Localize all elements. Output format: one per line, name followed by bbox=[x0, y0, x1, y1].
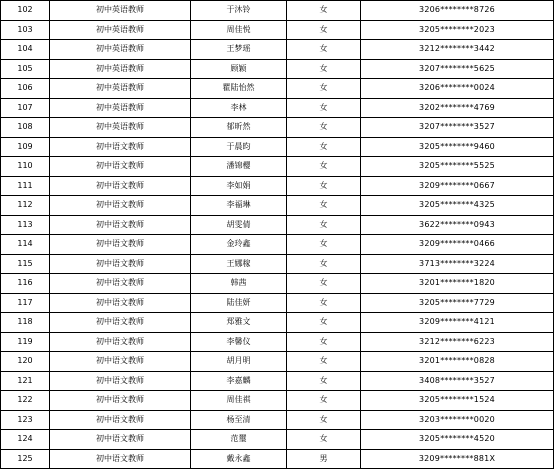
id-number-cell: 3212********6223 bbox=[361, 332, 554, 352]
candidate-name-cell: 瞿陆怡然 bbox=[191, 79, 287, 99]
table-row bbox=[1, 157, 554, 177]
gender-cell: 女 bbox=[287, 40, 361, 60]
id-number-cell: 3205********9460 bbox=[361, 137, 554, 157]
table-row bbox=[1, 40, 554, 60]
candidate-name-cell: 胡雯倩 bbox=[191, 215, 287, 235]
row-number-cell: 109 bbox=[1, 137, 50, 157]
position-cell: 初中英语教师 bbox=[50, 98, 191, 118]
gender-cell: 女 bbox=[287, 293, 361, 313]
gender-cell: 女 bbox=[287, 352, 361, 372]
candidate-name-cell: 李馨仪 bbox=[191, 332, 287, 352]
table-row bbox=[1, 59, 554, 79]
table-row bbox=[1, 313, 554, 333]
row-number-cell: 116 bbox=[1, 274, 50, 294]
id-number-cell: 3201********0828 bbox=[361, 352, 554, 372]
table-row bbox=[1, 235, 554, 255]
row-number-cell: 112 bbox=[1, 196, 50, 216]
gender-cell: 女 bbox=[287, 235, 361, 255]
gender-cell: 女 bbox=[287, 391, 361, 411]
id-number-cell: 3205********4325 bbox=[361, 196, 554, 216]
position-cell: 初中语文教师 bbox=[50, 293, 191, 313]
position-cell: 初中英语教师 bbox=[50, 118, 191, 138]
candidate-name-cell: 李福琳 bbox=[191, 196, 287, 216]
candidate-name-cell: 范璽 bbox=[191, 430, 287, 450]
table-row bbox=[1, 254, 554, 274]
row-number-cell: 121 bbox=[1, 371, 50, 391]
position-cell: 初中语文教师 bbox=[50, 313, 191, 333]
candidate-name-cell: 王梦瑶 bbox=[191, 40, 287, 60]
position-cell: 初中语文教师 bbox=[50, 430, 191, 450]
id-number-cell: 3713********3224 bbox=[361, 254, 554, 274]
table-row bbox=[1, 196, 554, 216]
candidate-name-cell: 顾颖 bbox=[191, 59, 287, 79]
id-number-cell: 3207********3527 bbox=[361, 118, 554, 138]
position-cell: 初中语文教师 bbox=[50, 176, 191, 196]
candidate-name-cell: 于沐铃 bbox=[191, 1, 287, 21]
position-cell: 初中语文教师 bbox=[50, 235, 191, 255]
table-row bbox=[1, 449, 554, 469]
id-number-cell: 3207********5625 bbox=[361, 59, 554, 79]
candidate-name-cell: 韩茜 bbox=[191, 274, 287, 294]
table-row bbox=[1, 137, 554, 157]
table-row bbox=[1, 410, 554, 430]
id-number-cell: 3205********5525 bbox=[361, 157, 554, 177]
gender-cell: 女 bbox=[287, 20, 361, 40]
gender-cell: 女 bbox=[287, 254, 361, 274]
position-cell: 初中英语教师 bbox=[50, 20, 191, 40]
row-number-cell: 120 bbox=[1, 352, 50, 372]
row-number-cell: 113 bbox=[1, 215, 50, 235]
table-row bbox=[1, 293, 554, 313]
gender-cell: 男 bbox=[287, 449, 361, 469]
row-number-cell: 118 bbox=[1, 313, 50, 333]
gender-cell: 女 bbox=[287, 137, 361, 157]
position-cell: 初中语文教师 bbox=[50, 157, 191, 177]
position-cell: 初中英语教师 bbox=[50, 1, 191, 21]
row-number-cell: 115 bbox=[1, 254, 50, 274]
gender-cell: 女 bbox=[287, 176, 361, 196]
candidate-name-cell: 金玲鑫 bbox=[191, 235, 287, 255]
row-number-cell: 117 bbox=[1, 293, 50, 313]
candidate-name-cell: 于晨昀 bbox=[191, 137, 287, 157]
gender-cell: 女 bbox=[287, 371, 361, 391]
table-row bbox=[1, 391, 554, 411]
id-number-cell: 3205********2023 bbox=[361, 20, 554, 40]
table-row bbox=[1, 352, 554, 372]
position-cell: 初中语文教师 bbox=[50, 449, 191, 469]
id-number-cell: 3205********7729 bbox=[361, 293, 554, 313]
position-cell: 初中语文教师 bbox=[50, 274, 191, 294]
position-cell: 初中英语教师 bbox=[50, 59, 191, 79]
candidate-name-cell: 郑雅文 bbox=[191, 313, 287, 333]
candidate-name-cell: 周佳祺 bbox=[191, 391, 287, 411]
id-number-cell: 3622********0943 bbox=[361, 215, 554, 235]
position-cell: 初中语文教师 bbox=[50, 215, 191, 235]
position-cell: 初中语文教师 bbox=[50, 137, 191, 157]
row-number-cell: 106 bbox=[1, 79, 50, 99]
position-cell: 初中英语教师 bbox=[50, 40, 191, 60]
position-cell: 初中语文教师 bbox=[50, 196, 191, 216]
row-number-cell: 111 bbox=[1, 176, 50, 196]
candidate-name-cell: 李如娟 bbox=[191, 176, 287, 196]
id-number-cell: 3206********0024 bbox=[361, 79, 554, 99]
gender-cell: 女 bbox=[287, 215, 361, 235]
candidate-name-cell: 王娜稼 bbox=[191, 254, 287, 274]
candidate-name-cell: 周佳悦 bbox=[191, 20, 287, 40]
gender-cell: 女 bbox=[287, 1, 361, 21]
gender-cell: 女 bbox=[287, 157, 361, 177]
candidate-name-cell: 陆佳妍 bbox=[191, 293, 287, 313]
gender-cell: 女 bbox=[287, 196, 361, 216]
gender-cell: 女 bbox=[287, 430, 361, 450]
id-number-cell: 3205********1524 bbox=[361, 391, 554, 411]
gender-cell: 女 bbox=[287, 274, 361, 294]
row-number-cell: 125 bbox=[1, 449, 50, 469]
row-number-cell: 104 bbox=[1, 40, 50, 60]
position-cell: 初中语文教师 bbox=[50, 391, 191, 411]
position-cell: 初中语文教师 bbox=[50, 410, 191, 430]
gender-cell: 女 bbox=[287, 410, 361, 430]
table-row bbox=[1, 371, 554, 391]
gender-cell: 女 bbox=[287, 79, 361, 99]
gender-cell: 女 bbox=[287, 332, 361, 352]
row-number-cell: 110 bbox=[1, 157, 50, 177]
candidate-name-cell: 郁昕然 bbox=[191, 118, 287, 138]
candidate-name-cell: 潘锦櫻 bbox=[191, 157, 287, 177]
candidate-name-cell: 戴永鑫 bbox=[191, 449, 287, 469]
row-number-cell: 123 bbox=[1, 410, 50, 430]
gender-cell: 女 bbox=[287, 313, 361, 333]
table-row bbox=[1, 98, 554, 118]
row-number-cell: 108 bbox=[1, 118, 50, 138]
row-number-cell: 105 bbox=[1, 59, 50, 79]
id-number-cell: 3202********4769 bbox=[361, 98, 554, 118]
row-number-cell: 103 bbox=[1, 20, 50, 40]
id-number-cell: 3206********8726 bbox=[361, 1, 554, 21]
id-number-cell: 3209********881X bbox=[361, 449, 554, 469]
position-cell: 初中语文教师 bbox=[50, 332, 191, 352]
candidate-name-cell: 胡月明 bbox=[191, 352, 287, 372]
position-cell: 初中语文教师 bbox=[50, 352, 191, 372]
candidate-table-body bbox=[1, 1, 554, 469]
table-row bbox=[1, 430, 554, 450]
id-number-cell: 3408********3527 bbox=[361, 371, 554, 391]
position-cell: 初中语文教师 bbox=[50, 371, 191, 391]
table-row bbox=[1, 20, 554, 40]
row-number-cell: 122 bbox=[1, 391, 50, 411]
id-number-cell: 3212********3442 bbox=[361, 40, 554, 60]
id-number-cell: 3205********4520 bbox=[361, 430, 554, 450]
row-number-cell: 124 bbox=[1, 430, 50, 450]
row-number-cell: 119 bbox=[1, 332, 50, 352]
candidate-name-cell: 李林 bbox=[191, 98, 287, 118]
gender-cell: 女 bbox=[287, 118, 361, 138]
gender-cell: 女 bbox=[287, 98, 361, 118]
table-row bbox=[1, 176, 554, 196]
gender-cell: 女 bbox=[287, 59, 361, 79]
candidate-name-cell: 杨至清 bbox=[191, 410, 287, 430]
table-row bbox=[1, 118, 554, 138]
candidate-name-cell: 李嘉麟 bbox=[191, 371, 287, 391]
table-row bbox=[1, 274, 554, 294]
table-row bbox=[1, 215, 554, 235]
row-number-cell: 107 bbox=[1, 98, 50, 118]
position-cell: 初中英语教师 bbox=[50, 79, 191, 99]
id-number-cell: 3203********0020 bbox=[361, 410, 554, 430]
id-number-cell: 3201********1820 bbox=[361, 274, 554, 294]
id-number-cell: 3209********0667 bbox=[361, 176, 554, 196]
table-row bbox=[1, 332, 554, 352]
table-row bbox=[1, 79, 554, 99]
id-number-cell: 3209********0466 bbox=[361, 235, 554, 255]
table-row bbox=[1, 1, 554, 21]
row-number-cell: 102 bbox=[1, 1, 50, 21]
row-number-cell: 114 bbox=[1, 235, 50, 255]
id-number-cell: 3209********4121 bbox=[361, 313, 554, 333]
position-cell: 初中语文教师 bbox=[50, 254, 191, 274]
